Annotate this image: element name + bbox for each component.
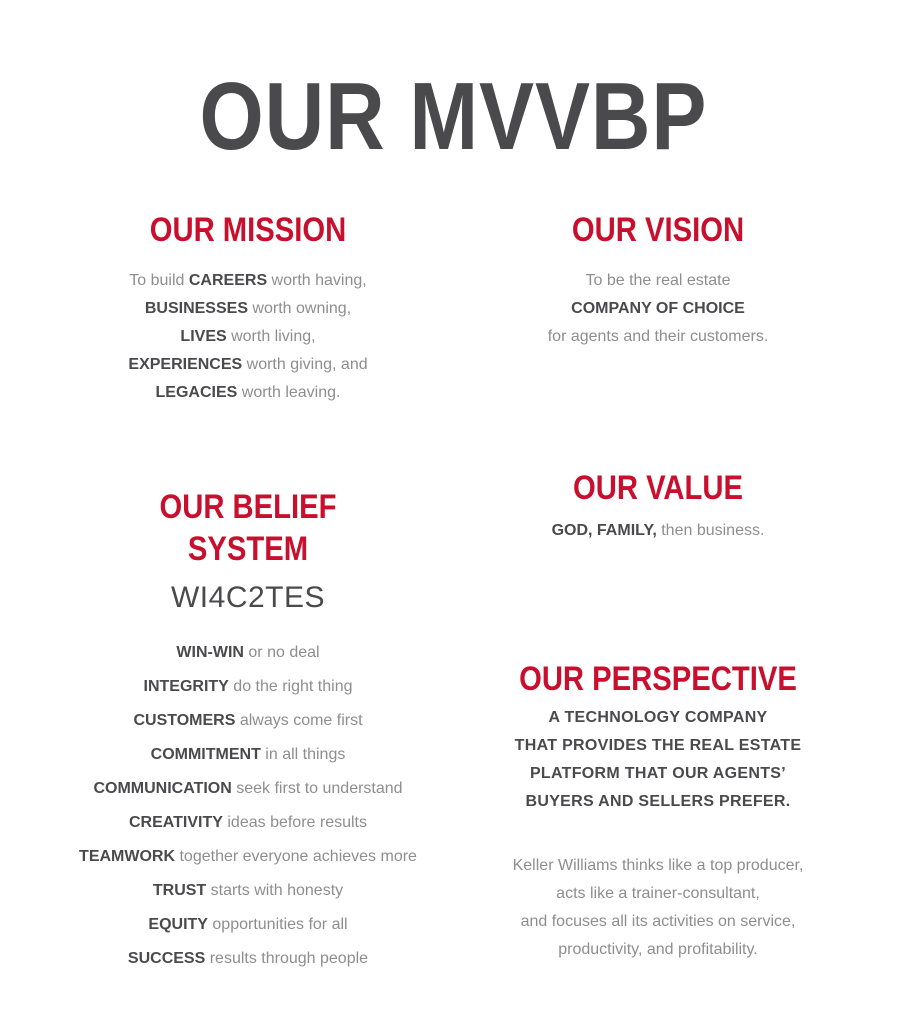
vision-section (478, 209, 838, 351)
perspective-statement-line: PLATFORM THAT OUR AGENTS’ (529, 765, 787, 782)
mission-line: LIVES worth living, (180, 328, 316, 345)
belief-item: COMMITMENT in all things (150, 746, 346, 763)
belief-heading-line1: OUR BELIEF (159, 488, 337, 526)
perspective-statement (458, 704, 858, 816)
value-section (478, 467, 838, 545)
mission-line: BUSINESSES worth owning, (144, 300, 352, 317)
belief-item: EQUITY opportunities for all (148, 916, 348, 933)
value-text (478, 517, 838, 545)
vision-line: COMPANY OF CHOICE (571, 300, 745, 317)
belief-list (48, 636, 448, 976)
belief-item: COMMUNICATION seek first to understand (93, 780, 403, 797)
belief-item: TEAMWORK together everyone achieves more (79, 848, 417, 865)
mission-section (68, 209, 428, 407)
perspective-description-line: Keller Williams thinks like a top producer, (512, 857, 804, 874)
belief-section (48, 486, 448, 976)
value-line: GOD, FAMILY, then business. (551, 522, 765, 539)
mission-text (68, 267, 428, 407)
perspective-description (458, 852, 858, 964)
belief-heading-line2: SYSTEM (187, 530, 309, 568)
value-heading: OUR VALUE (572, 469, 744, 507)
page-title: OUR MVVBP (199, 63, 708, 170)
vision-line: To be the real estate (585, 272, 731, 289)
perspective-statement-line: A TECHNOLOGY COMPANY (548, 709, 768, 726)
perspective-description-line: productivity, and profitability. (558, 941, 758, 958)
belief-item: CREATIVITY ideas before results (128, 814, 367, 831)
perspective-description-line: acts like a trainer-consultant, (556, 885, 760, 902)
mission-line: LEGACIES worth leaving. (155, 384, 341, 401)
mission-heading: OUR MISSION (149, 211, 347, 249)
belief-item: TRUST starts with honesty (152, 882, 344, 899)
mission-line: EXPERIENCES worth giving, and (128, 356, 368, 373)
mission-line: To build CAREERS worth having, (129, 272, 367, 289)
belief-item: INTEGRITY do the right thing (143, 678, 353, 695)
belief-item: CUSTOMERS always come first (133, 712, 363, 729)
belief-acronym: WI4C2TES (170, 581, 326, 614)
vision-text (478, 267, 838, 351)
perspective-section (458, 658, 858, 964)
belief-item: WIN-WIN or no deal (176, 644, 320, 661)
perspective-heading: OUR PERSPECTIVE (519, 660, 797, 698)
perspective-statement-line: THAT PROVIDES THE REAL ESTATE (514, 737, 802, 754)
perspective-statement-line: BUYERS AND SELLERS PREFER. (525, 793, 791, 810)
vision-line: for agents and their customers. (547, 328, 769, 345)
belief-item: SUCCESS results through people (127, 950, 369, 967)
perspective-description-line: and focuses all its activities on service, (520, 913, 796, 930)
vision-heading: OUR VISION (571, 211, 745, 249)
